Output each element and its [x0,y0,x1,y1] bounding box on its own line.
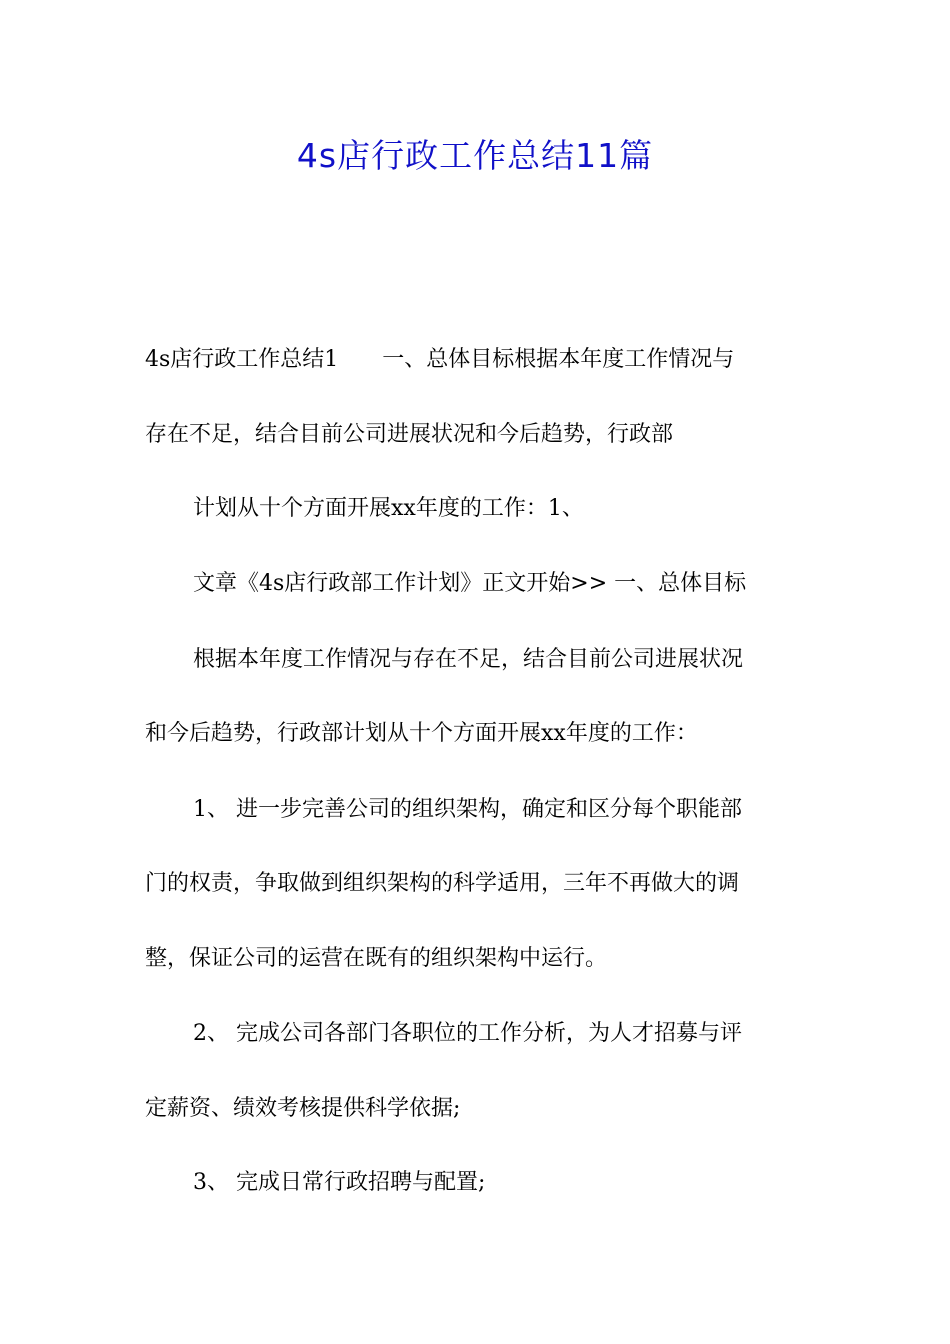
body-line: 1、 进一步完善公司的组织架构，确定和区分每个职能部 [193,797,742,822]
body-line: 根据本年度工作情况与存在不足，结合目前公司进展状况 [193,647,744,672]
document-title: 4s店行政工作总结11篇 [296,136,654,175]
body-line: 整，保证公司的运营在既有的组织架构中运行。 [145,946,608,971]
body-line: 3、 完成日常行政招聘与配置; [193,1170,486,1195]
body-line: 和今后趋势，行政部计划从十个方面开展xx年度的工作： [145,721,698,746]
body-line: 门的权责，争取做到组织架构的科学适用，三年不再做大的调 [145,871,740,896]
body-line: 定薪资、绩效考核提供科学依据; [145,1096,461,1121]
body-line: 存在不足，结合目前公司进展状况和今后趋势，行政部 [145,422,674,447]
body-line: 计划从十个方面开展xx年度的工作：1、 [193,496,584,521]
body-line: 2、 完成公司各部门各职位的工作分析，为人才招募与评 [193,1021,742,1046]
body-line: 文章《4s店行政部工作计划》正文开始>> 一、总体目标 [193,571,747,596]
body-line: 4s店行政工作总结1 一、总体目标根据本年度工作情况与 [145,347,735,372]
